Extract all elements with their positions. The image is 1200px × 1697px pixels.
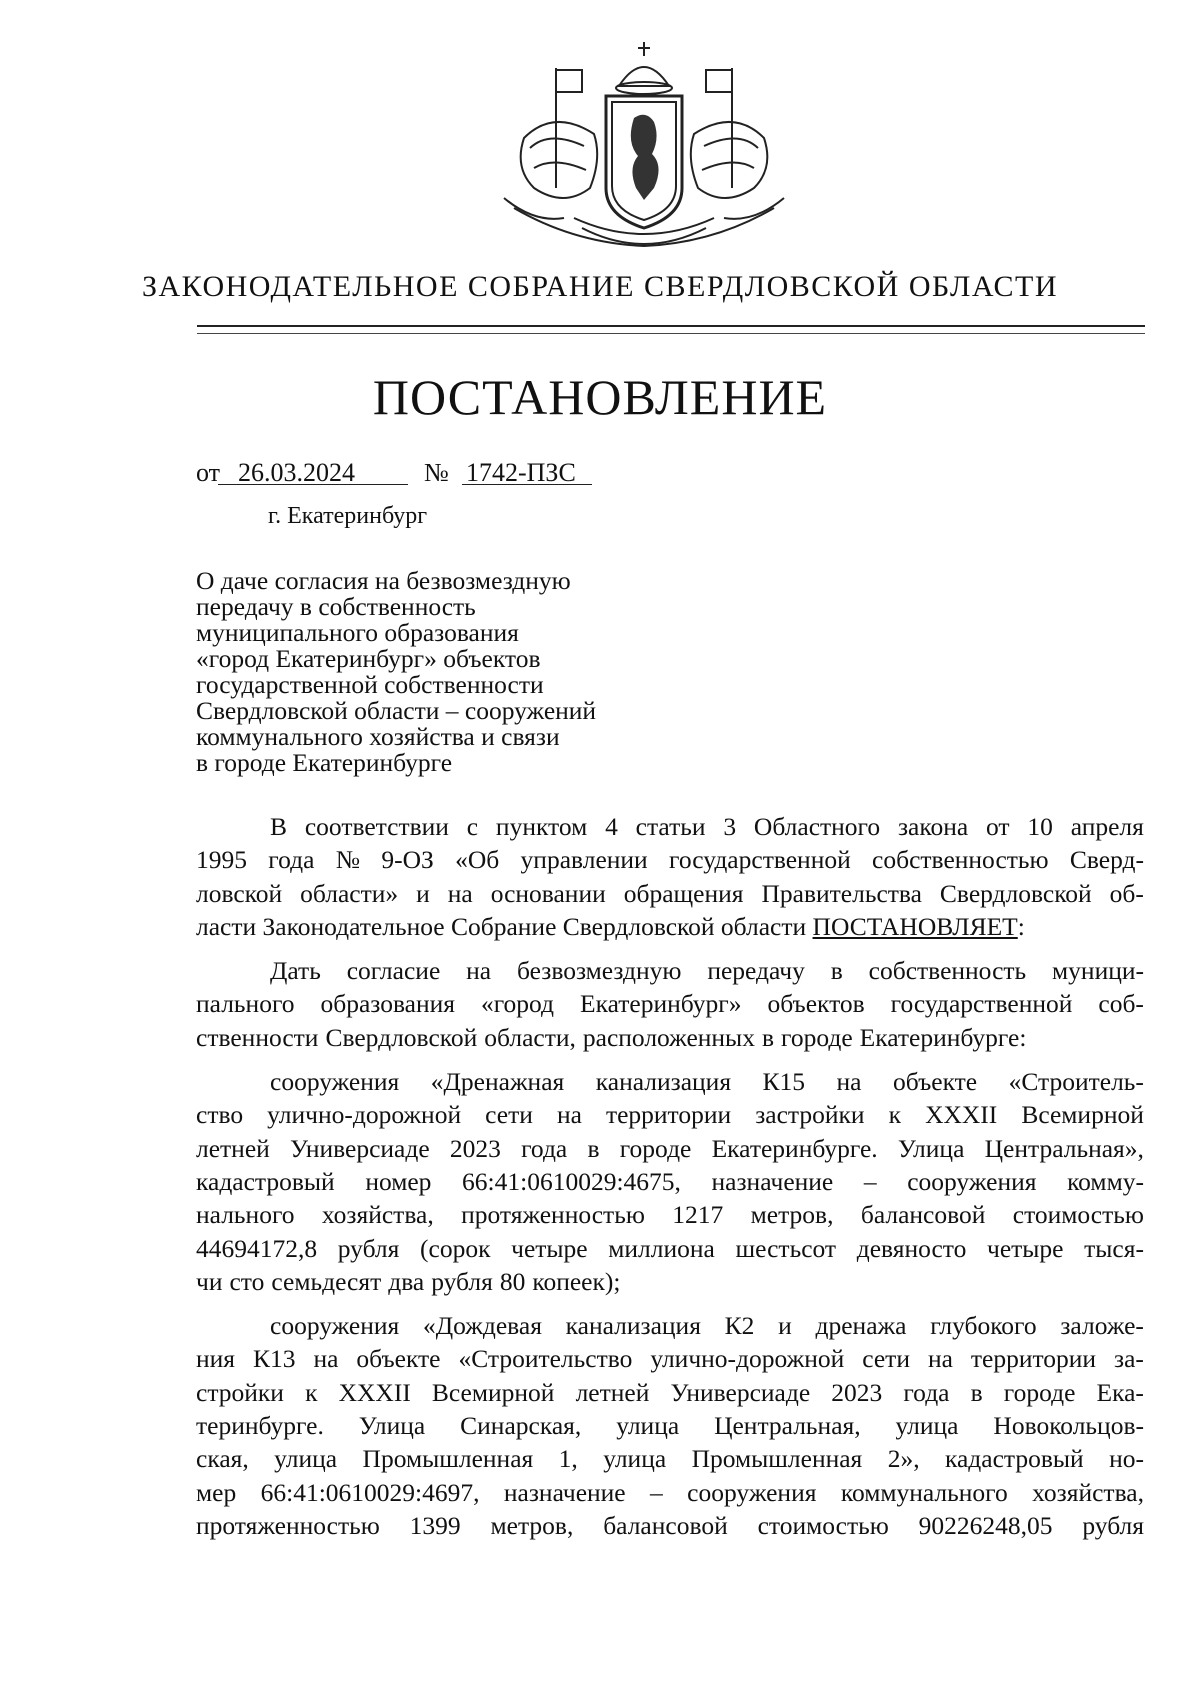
word: ния [196,1344,236,1374]
word: К2 [724,1311,755,1341]
word: за- [1114,1344,1144,1374]
header-divider-thin [197,333,1145,334]
text-line [196,1309,1144,1342]
word: комму- [1067,1166,1144,1196]
word: и [778,1311,792,1341]
word: 9-ОЗ [381,845,434,875]
word: улица [603,1444,667,1474]
word: – [650,1477,663,1507]
word: заложе- [1060,1311,1144,1341]
word: глубокого [930,1311,1037,1341]
paragraph-object-k2-k13 [196,1309,1144,1542]
word: тыся- [1084,1233,1144,1263]
word: и [416,878,430,908]
word: на [447,878,473,908]
word: теринбурге. [196,1411,324,1441]
word: территории [970,1344,1097,1374]
word: сооружения [907,1166,1037,1196]
word: № [335,845,361,875]
text-line [196,1442,1144,1475]
word: собственностью [872,845,1049,875]
word: Дать [270,956,321,986]
word: – [863,1166,877,1196]
word: городе [619,1133,692,1163]
word: от [986,812,1010,841]
word: к [888,1100,902,1130]
word: 1, [558,1444,578,1474]
text-line [196,1198,1144,1231]
word: «Дренажная [430,1067,565,1097]
word: «Дождевая [423,1311,542,1341]
word: 66:41:0610029:4675, [462,1166,681,1196]
word: летней [196,1133,270,1163]
text-line [196,1021,1144,1054]
word: на [556,1100,582,1130]
word: 44694172,8 [196,1233,318,1263]
paragraph-legal-basis [196,810,1144,943]
document-number: 1742-ПЗС [466,458,576,487]
number-underline [462,484,592,485]
word: закона [897,812,969,841]
word: сооружения [687,1477,817,1507]
word: улица [616,1411,680,1441]
word: два [388,1266,425,1296]
word: городе [1003,1377,1076,1407]
word: 1399 [409,1510,461,1540]
word: Центральная, [714,1411,861,1441]
word: К15 [762,1067,806,1097]
word: Промышленная [691,1444,863,1474]
word: рубля [431,1266,493,1296]
word: К13 [252,1344,296,1374]
word: на [313,1344,339,1374]
text-line [196,1098,1144,1131]
subject-line: передачу в собственность [196,592,476,621]
word: государственной [890,989,1073,1019]
word: объекте [356,1344,441,1374]
word: Екатеринбурге. [711,1133,878,1163]
word: в [587,1133,600,1163]
word: области» [300,878,399,908]
word: объектов [767,989,865,1019]
word: основании [490,878,606,908]
word: собственность [868,956,1027,986]
word: стоимостью [1012,1200,1144,1230]
word: 4 [605,812,618,841]
word: улица [274,1444,338,1474]
subject-line: «город Екатеринбург» объектов [196,644,541,673]
word: В [270,812,288,841]
word: 90226248,05 [918,1510,1053,1540]
word: территории [605,1100,732,1130]
word: девяносто [856,1233,967,1263]
word: ство [196,1100,244,1130]
word: Свердловской [939,878,1092,908]
word: шестьсот [735,1233,837,1263]
word: Ека- [1096,1377,1144,1407]
word: метров, [490,1510,574,1540]
text-line [196,877,1144,910]
subject-line: Свердловской области – сооружений [196,696,597,725]
word: чи [196,1266,223,1296]
word: образования [320,989,455,1019]
word: пунктом [495,812,588,841]
word: сети [485,1100,533,1130]
word: стоимостью [757,1510,889,1540]
organization-title: ЗАКОНОДАТЕЛЬНОЕ СОБРАНИЕ СВЕРДЛОВСКОЙ ОБЛАСТИ [141,270,1059,303]
word: согласие [346,956,441,986]
text-line [196,954,1144,987]
word: года [521,1133,568,1163]
word: балансовой [860,1200,986,1230]
text-line [196,1409,1144,1442]
document-subject [196,568,596,776]
word: Улица [358,1411,426,1441]
word: метров, [750,1200,834,1230]
word: на [927,1344,953,1374]
word: застройки [755,1100,865,1130]
word: 2023 [449,1133,501,1163]
word: 80 [499,1266,526,1296]
word: балансовой [603,1510,728,1540]
document-type-title: ПОСТАНОВЛЕНИЕ [372,369,828,425]
word: управлении [520,845,648,875]
word: сети [862,1344,910,1374]
text-line [196,1065,1144,1098]
subject-line: государственной собственности [196,670,544,699]
word: «Строительство [458,1344,633,1374]
word: семьдесят [271,1266,382,1296]
word: статьи [635,812,706,841]
word: передачу [707,956,805,986]
word: коммунального [840,1477,1008,1507]
word: канализация [595,1067,732,1097]
decree-colon: : [1017,911,1025,941]
text-line [196,1376,1144,1409]
paragraph-consent [196,954,1144,1054]
word: миллиона [608,1233,715,1263]
word: «Строитель- [1008,1067,1144,1097]
city-name: г. Екатеринбург [268,503,428,529]
text-line [196,910,1144,943]
word: 2», [887,1444,920,1474]
subject-line: муниципального образования [196,618,519,647]
word: с [466,812,479,841]
date-prefix: от [196,458,221,487]
word: года [268,845,315,875]
word: нального [196,1200,295,1230]
word: Синарская, [460,1411,582,1441]
word: стройки [196,1377,284,1407]
word: номер [365,1166,432,1196]
word: XXXII [338,1377,411,1407]
subject-line: О даче согласия на безвозмездную [196,566,571,595]
word: расположенных [582,1022,755,1052]
word: канализация [565,1311,701,1341]
word: «город [480,989,555,1019]
word: улично-дорожной [650,1344,845,1374]
word: в [970,1377,983,1407]
word: в [761,1022,774,1052]
word: Улица [897,1133,965,1163]
word: к [305,1377,318,1407]
word: об- [1109,878,1144,908]
word: сооружения [270,1067,400,1097]
word: области, [484,1022,576,1052]
number-prefix: № [424,458,449,487]
word: Сверд- [1069,845,1144,875]
word: Промышленная [362,1444,534,1474]
word: летней [575,1377,650,1407]
word: протяженностью [196,1510,380,1540]
word: улица [895,1411,959,1441]
word: Правительства [761,878,922,908]
word: ственности [196,1022,319,1052]
word: копеек); [532,1266,621,1296]
text-line [196,1132,1144,1165]
word: назначение [711,1166,834,1196]
coat-of-arms-emblem [494,38,794,256]
word: обращения [623,878,744,908]
word: соб- [1098,989,1144,1019]
word: рубля [1082,1510,1144,1540]
word: Универсиаде [290,1133,430,1163]
word: муници- [1052,956,1144,986]
word: Свердловской [325,1022,478,1052]
word: дренажа [815,1311,907,1341]
text-line [196,1509,1144,1542]
document-date: 26.03.2024 [238,458,355,487]
text-line [196,1265,1144,1298]
word: мер [196,1477,237,1507]
word: 1995 [196,845,247,875]
word: в [830,956,843,986]
word: 3 [723,812,737,841]
word: сто [229,1266,265,1296]
decree-word: ПОСТАНОВЛЯЕТ [812,911,1018,941]
word: рубля [337,1233,400,1263]
word: соответствии [304,812,449,841]
word: государственной [669,845,851,875]
document-body [196,810,1144,1542]
word: безвозмездную [516,956,682,986]
text-line [196,1165,1144,1198]
word: года [903,1377,950,1407]
date-underline [218,484,408,485]
word: объекте [892,1067,978,1097]
text-line [196,1476,1144,1509]
word: Екатеринбурге: [859,1022,1027,1052]
word: ловской [196,878,283,908]
word: апреля [1070,812,1144,841]
word: «Об [455,845,500,875]
word: 66:41:0610029:4697, [260,1477,480,1507]
word: хозяйства, [1032,1477,1144,1507]
text-line [196,987,1144,1020]
word: Центральная», [984,1133,1144,1163]
word: Всемирной [1021,1100,1144,1130]
text-line-content: ласти Законодательное Собрание Свердловской области [196,911,807,941]
word: улично-дорожной [267,1100,462,1130]
word: на [836,1067,862,1097]
word: сооружения [270,1311,400,1341]
word: хозяйства, [321,1200,434,1230]
subject-line: коммунального хозяйства и связи [196,722,560,751]
word: на [466,956,492,986]
text-line [196,1232,1144,1265]
word: 1217 [672,1200,724,1230]
word: четыре [511,1233,588,1263]
word: городе [781,1022,853,1052]
word: ская, [196,1444,249,1474]
word: XXXII [925,1100,998,1130]
word: пального [196,989,295,1019]
word: кадастровый [196,1166,335,1196]
word: Областного [753,812,881,841]
word: (сорок [420,1233,491,1263]
text-line [196,1342,1144,1375]
word: Всемирной [431,1377,555,1407]
word: Новокольцов- [993,1411,1144,1441]
word: Универсиаде [670,1377,811,1407]
word: 10 [1027,812,1053,841]
text-line [196,843,1144,876]
text-line [196,810,1144,843]
word: кадастровый [944,1444,1084,1474]
header-divider [197,325,1145,327]
paragraph-object-k15 [196,1065,1144,1298]
word: Екатеринбург» [580,989,742,1019]
word: четыре [987,1233,1064,1263]
word: протяженностью [461,1200,645,1230]
word: назначение [503,1477,626,1507]
word: но- [1109,1444,1144,1474]
word: 2023 [831,1377,883,1407]
subject-line: в городе Екатеринбурге [196,748,453,777]
